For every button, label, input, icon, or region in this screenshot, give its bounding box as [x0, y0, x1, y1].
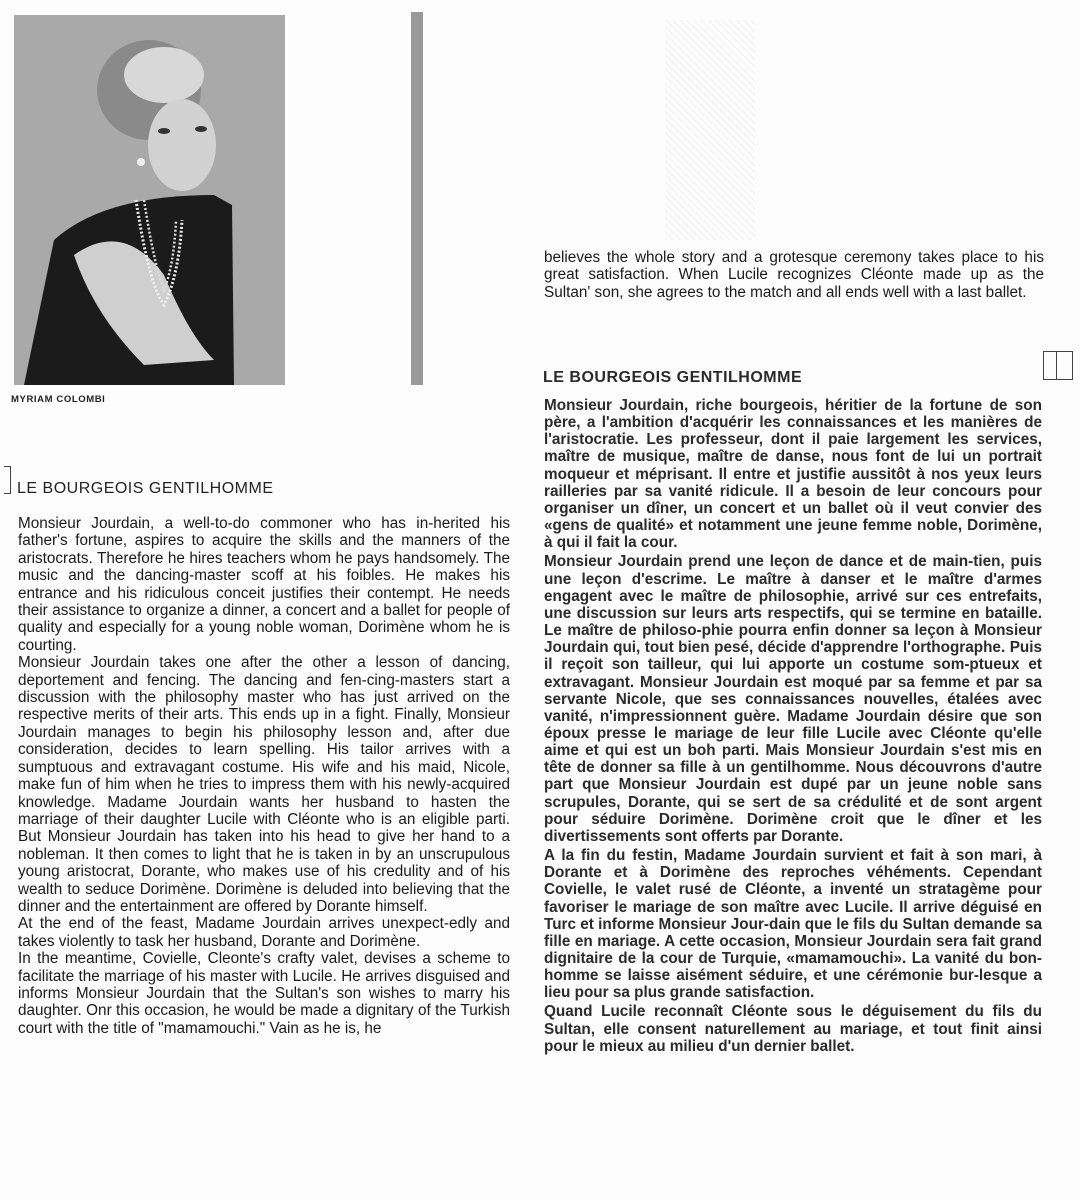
french-synopsis [544, 397, 1042, 1057]
french-paragraph-2: Monsieur Jourdain prend une leçon de dance et de main-tien, puis une leçon d'escrime. Le maître à danser et le maître d'armes engagent avec le maître de philosophie, arrivé sur ces entrefaits, une discussion sur leurs arts respectifs, qui se termine en bataille. Le maître de philoso-phie pourra enfin donner sa leçon à Monsieur Jourdain qui, tout bien pesé, décide d'apprendre l'orthographe. Puis il reçoit son tailleur, qui lui apporte un costume som-ptueux et extravagant. Monsieur Jourdain est moqué par sa femme et par sa servante Nicole, que ses connaissances nouvelles, étalées avec vanité, n'impressionnent guère. Madame Jourdain désire que son époux presse le mariage de leur fille Lucile avec Cléonte qu'elle aime et qui est un boh parti. Mais Monsieur Jourdain s'est mis en tête de donner sa fille à un gentilhomme. Nous découvrons d'autre part que Monsieur Jourdain est dupé par un jeune noble sans scrupules, Dorante, qui se sert de sa crédulité et de sont argent pour séduire Dorimène. Dorimène croit que le dîner et les divertissements sont offerts par Dorante. [544, 553, 1042, 845]
english-paragraph-2: Monsieur Jourdain takes one after the other a lesson of dancing, deportement and fencing. The dancing and fen-cing-masters start a discussion with the philosophy master who has just arrived on the respective merits of their arts. This ends up in a fight. Finally, Monsieur Jourdain manages to begin his philosophy lesson and, after due consideration, decides to learn spelling. His tailor arrives with a sumptuous and extravagant costume. His wife and his maid, Nicole, make fun of him when he tries to impress them with his newly-acquired knowledge. Madame Jourdain wants her husband to hasten the marriage of their daughter Lucile with Cléonte who is an eligible parti. But Monsieur Jourdain has taken into his head to give her hand to a nobleman. It then comes to light that he is taken in by an unscrupulous young aristocrat, Dorante, who makes use of his credulity and of his wealth to seduce Dorimène. Dorimène is deluded into believing that the dinner and the entertainment are offered by Dorante himself. [18, 654, 510, 915]
portrait-photo [14, 15, 285, 385]
portrait-image-icon [14, 15, 285, 385]
english-continuation [544, 249, 1044, 301]
french-paragraph-1: Monsieur Jourdain, riche bourgeois, héritier de la fortune de son père, a l'ambition d'acquérir les connaissances et les manières de l'aristocratie. Les professeur, dont il paie largement les services, maître de musique, maître de danse, nous font de lui un portrait moqueur et méprisant. Il entre et justifie aussitôt à nos yeux leurs railleries par sa vanité ridicule. Il a besoin de leur concours pour organiser un dîner, un concert et un ballet où il veut convier des «gens de qualité» et notamment une jeune femme noble, Dorimène, à qui il fait la cour. [544, 397, 1042, 552]
english-synopsis [18, 515, 510, 1037]
english-paragraph-4: In the meantime, Covielle, Cleonte's crafty valet, devises a scheme to facilitate the marriage of his master with Lucile. He arrives disguised and informs Monsieur Jourdain that the Sultan's son wishes to marry his daughter. Onr this occasion, he would be made a dignitary of the Turkish court with the title of "mamamouchi." Vain as he is, he [18, 950, 510, 1037]
bracket-marker-icon [4, 466, 11, 494]
english-paragraph-1: Monsieur Jourdain, a well-to-do commoner who has in-herited his father's fortune, aspires to acquire the skills and the manners of the aristocrats. Therefore he hires teachers whom he pays handsomely. The music and the dancing-master scoff at his foibles. He makes his entrance and his ridiculous conceit justifies their contempt. He needs their assistance to organize a dinner, a concert and a ballet for people of quality and especially for a young noble woman, Dorimène whom he is courting. [18, 515, 510, 654]
english-paragraph-3: At the end of the feast, Madame Jourdain arrives unexpect-edly and takes violently to task her husband, Dorante and Dorimène. [18, 915, 510, 950]
french-title: LE BOURGEOIS GENTILHOMME [543, 369, 803, 386]
split-box-icon [1043, 351, 1073, 380]
french-paragraph-4: Quand Lucile reconnaît Cléonte sous le déguisement du fils du Sultan, elle consent naturellement au mariage, et tout finit ainsi pour le mieux au milieu d'un dernier ballet. [544, 1003, 1042, 1055]
scan-noise [665, 20, 755, 240]
vertical-rule [411, 12, 423, 385]
photo-caption: MYRIAM COLOMBI [11, 394, 106, 405]
english-continuation-text: believes the whole story and a grotesque ceremony takes place to his great satisfaction. When Lucile recognizes Cléonte made up as the Sultan' son, she agrees to the match and all ends well with a last ballet. [544, 249, 1044, 301]
french-paragraph-3: A la fin du festin, Madame Jourdain survient et fait à son mari, à Dorante et à Dorimène des reproches véhéments. Cependant Covielle, le valet rusé de Cléonte, a inventé un stratagème pour favoriser le mariage de son maître avec Lucile. Il arrive déguisé en Turc et informe Monsieur Jour-dain que le fils du Sultan demande sa fille en mariage. A cette occasion, Monsieur Jourdain sera fait grand dignitaire de la cour de Turquie, «mamamouchi». La vanité du bon-homme se laisse aisément séduire, et une cérémonie bur-lesque a lieu pour sa plus grande satisfaction. [544, 847, 1042, 1002]
english-title: LE BOURGEOIS GENTILHOMME [17, 480, 274, 497]
